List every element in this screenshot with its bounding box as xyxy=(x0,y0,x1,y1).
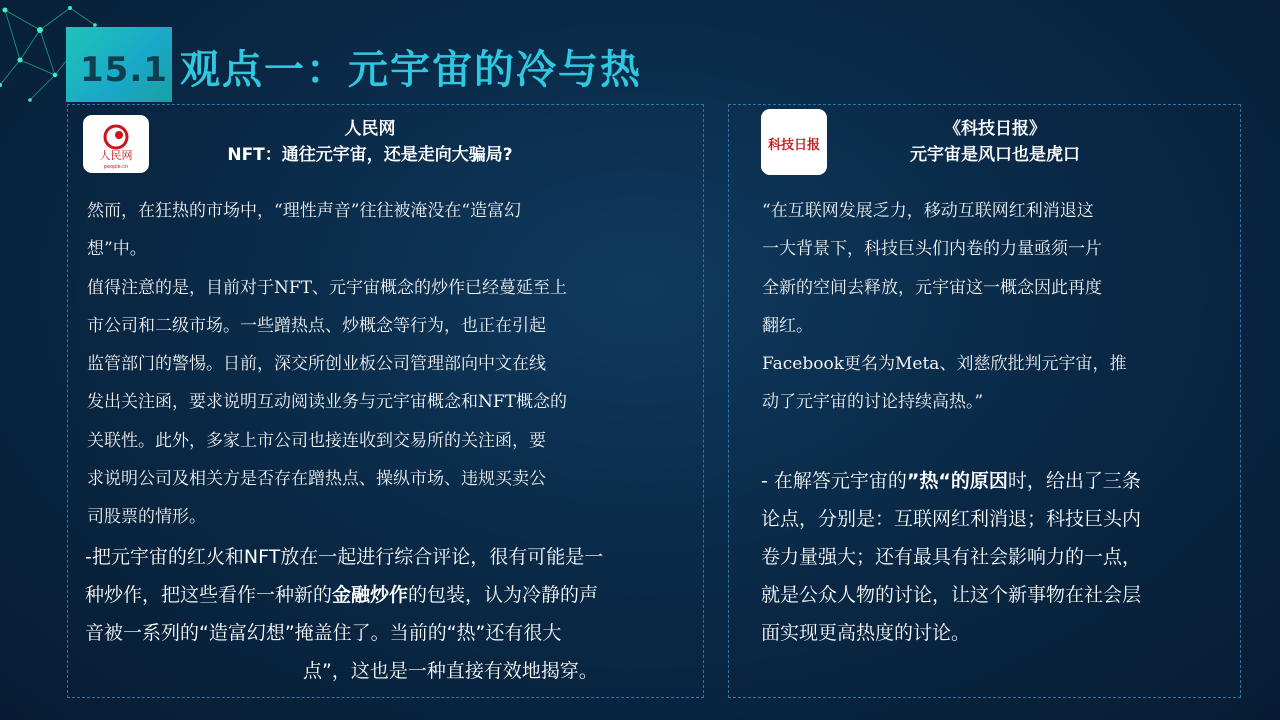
right-quote-line: “在互联网发展乏力，移动互联网红利消退这 xyxy=(762,201,1094,221)
left-comment xyxy=(85,538,603,690)
right-headline: 元宇宙是风口也是虎口 xyxy=(910,145,1080,165)
tech-daily-logo-icon xyxy=(761,109,827,175)
left-quote-line: 司股票的情形。 xyxy=(87,507,206,528)
left-quote-line: 想”中。 xyxy=(87,239,147,260)
emphasis-text: ”热“的原因 xyxy=(906,470,1008,492)
tech-daily-logo xyxy=(761,109,827,175)
right-quote-line: 全新的空间去释放，元宇宙这一概念因此再度 xyxy=(762,277,1102,298)
right-comment-line: - 在解答元宇宙的”热“的原因时，给出了三条 xyxy=(761,470,1141,492)
right-quote-line: 翻红。 xyxy=(762,315,813,336)
left-quote-line: 然而，在狂热的市场中，“理性声音”往往被淹没在“造富幻 xyxy=(87,201,522,221)
right-quote-line: 动了元宇宙的讨论持续高热。” xyxy=(762,392,984,413)
left-quote-line: 监管部门的警惕。日前，深交所创业板公司管理部向中文在线 xyxy=(87,354,546,375)
section-number: 15.1 xyxy=(80,50,168,90)
left-comment-line: 音被一系列的“造富幻想”掩盖住了。当前的“热”还有很大 xyxy=(85,622,562,644)
right-comment-line: 卷力量强大；还有最具有社会影响力的一点， xyxy=(761,546,1142,568)
svg-text:科技日报: 科技日报 xyxy=(767,138,821,153)
left-comment-line: 点”，这也是一种直接有效地揭穿。 xyxy=(303,660,598,682)
right-comment xyxy=(761,462,1141,652)
left-source: 人民网 xyxy=(344,119,396,139)
left-quote-line: 关联性。此外，多家上市公司也接连收到交易所的关注函，要 xyxy=(87,430,546,451)
people-logo-icon xyxy=(83,115,149,173)
svg-text:人民网: 人民网 xyxy=(99,149,133,162)
right-quote-line: Facebook更名为Meta、刘慈欣批判元宇宙，推 xyxy=(762,354,1127,375)
left-quote-line: 市公司和二级市场。一些蹭热点、炒概念等行为，也正在引起 xyxy=(87,315,546,336)
right-comment-line: 就是公众人物的讨论，让这个新事物在社会层 xyxy=(761,584,1142,606)
right-quote-line: 一大背景下，科技巨头们内卷的力量亟须一片 xyxy=(762,239,1102,260)
right-quote xyxy=(762,192,1126,422)
left-quote-line: 求说明公司及相关方是否存在蹭热点、操纵市场、违规买卖公 xyxy=(87,469,546,490)
left-quote-line: 值得注意的是，目前对于NFT、元宇宙概念的炒作已经蔓延至上 xyxy=(87,277,568,298)
right-comment-line: 面实现更高热度的讨论。 xyxy=(761,622,971,644)
right-source: 《科技日报》 xyxy=(944,119,1046,139)
left-quote-line: 发出关注函，要求说明互动阅读业务与元宇宙概念和NFT概念的 xyxy=(87,392,568,413)
left-quote xyxy=(87,192,567,537)
left-comment-line: -把元宇宙的红火和NFT放在一起进行综合评论，很有可能是一 xyxy=(85,546,604,568)
right-headline-block xyxy=(830,116,1160,168)
page-title: 观点一：元宇宙的冷与热 xyxy=(180,47,642,93)
left-comment-line: 种炒作，把这些看作一种新的金融炒作的包装，认为冷静的声 xyxy=(85,584,599,606)
left-headline-block xyxy=(160,116,580,168)
right-comment-line: 论点，分别是：互联网红利消退；科技巨头内 xyxy=(761,508,1142,530)
svg-text:people.cn: people.cn xyxy=(103,164,129,170)
people-daily-logo xyxy=(83,115,149,173)
emphasis-text: 金融炒作 xyxy=(332,584,409,606)
left-headline: NFT：通往元宇宙，还是走向大骗局? xyxy=(227,145,513,165)
